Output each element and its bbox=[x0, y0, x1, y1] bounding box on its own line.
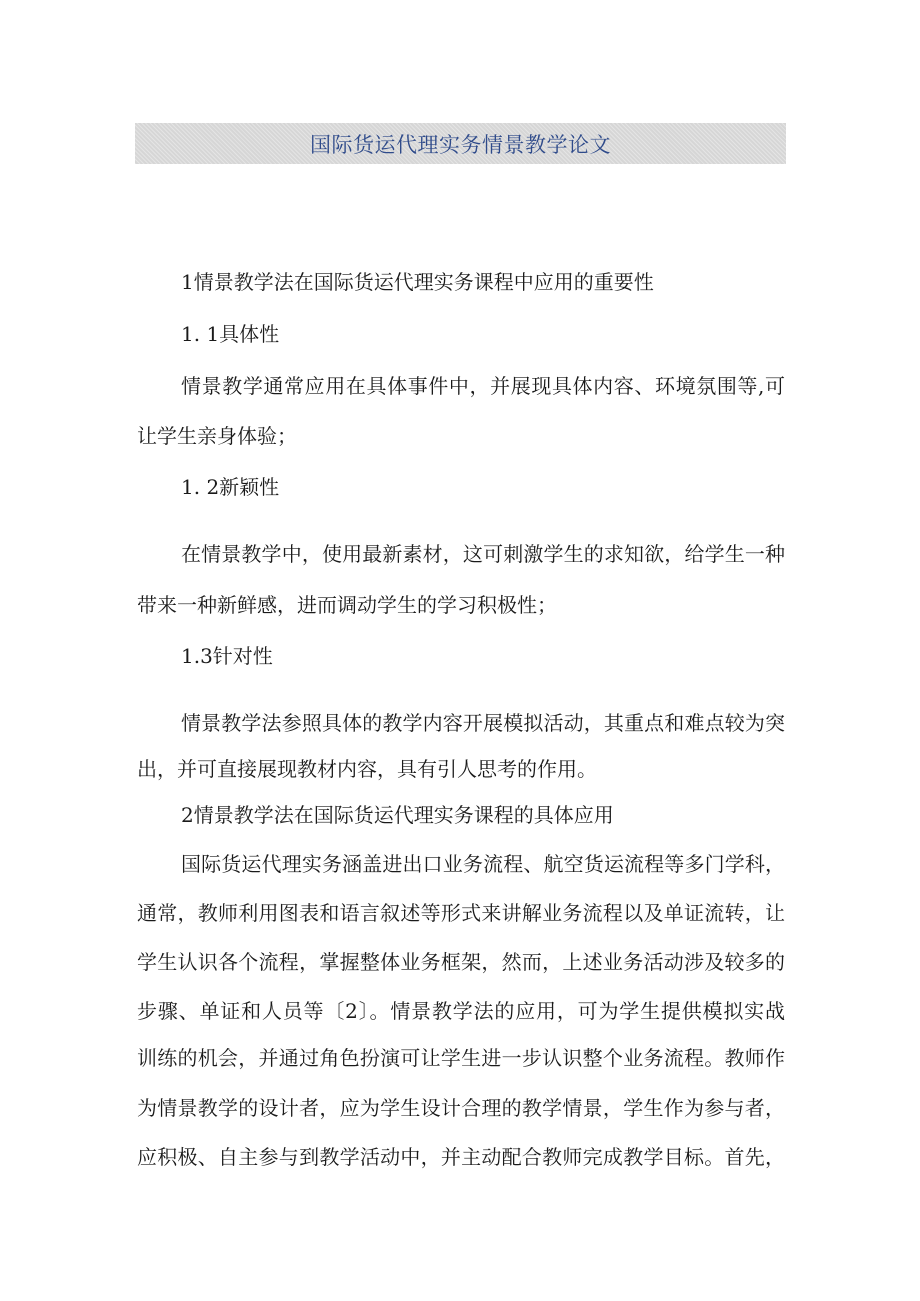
title-banner bbox=[135, 123, 786, 164]
paragraph-line: 带来一种新鲜感，进而调动学生的学习积极性； bbox=[137, 593, 557, 617]
section-heading-1: 1情景教学法在国际货运代理实务课程中应用的重要性 bbox=[181, 270, 654, 294]
paragraph-line: 应积极、自主参与到教学活动中，并主动配合教师完成教学目标。首先， bbox=[137, 1145, 785, 1169]
paragraph-line: 通常，教师利用图表和语言叙述等形式来讲解业务流程以及单证流转，让 bbox=[137, 901, 785, 925]
subsection-heading-1-1: 1. 1具体性 bbox=[181, 322, 280, 346]
subsection-heading-1-2: 1. 2新颖性 bbox=[181, 475, 280, 499]
subsection-heading-1-3: 1.3针对性 bbox=[181, 644, 273, 668]
paragraph-line: 学生认识各个流程，掌握整体业务框架，然而，上述业务活动涉及较多的 bbox=[137, 950, 785, 974]
paragraph-line: 让学生亲身体验； bbox=[137, 424, 297, 448]
paragraph-line: 为情景教学的设计者，应为学生设计合理的教学情景，学生作为参与者， bbox=[137, 1096, 785, 1120]
paragraph-line: 出，并可直接展现教材内容，具有引人思考的作用。 bbox=[137, 757, 597, 781]
paragraph-line: 步骤、单证和人员等〔2〕。情景教学法的应用，可为学生提供模拟实战 bbox=[137, 999, 785, 1023]
paragraph-line: 在情景教学中，使用最新素材，这可刺激学生的求知欲，给学生一种 bbox=[181, 542, 785, 566]
document-title: 国际货运代理实务情景教学论文 bbox=[310, 132, 611, 157]
paragraph-line: 情景教学通常应用在具体事件中，并展现具体内容、环境氛围等,可 bbox=[181, 374, 785, 398]
paragraph-line: 国际货运代理实务涵盖进出口业务流程、航空货运流程等多门学科， bbox=[181, 852, 785, 876]
paragraph-line: 情景教学法参照具体的教学内容开展模拟活动，其重点和难点较为突 bbox=[181, 711, 785, 735]
paragraph-line: 训练的机会，并通过角色扮演可让学生进一步认识整个业务流程。教师作 bbox=[137, 1046, 785, 1070]
section-heading-2: 2情景教学法在国际货运代理实务课程的具体应用 bbox=[181, 803, 614, 827]
